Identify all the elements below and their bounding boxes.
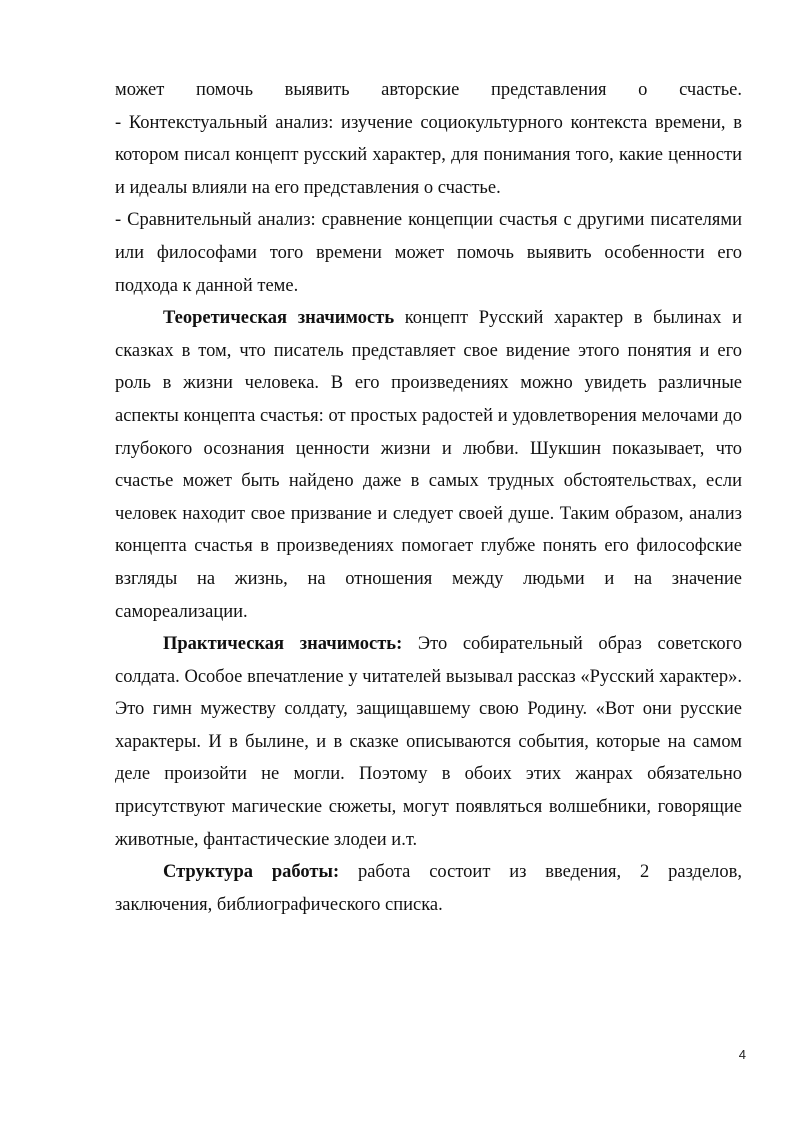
paragraph-comparative-analysis bbox=[115, 204, 742, 302]
paragraph-text: - Контекстуальный анализ: изучение социокультурного контекста времени, в котором писал концепт русский характер, для понимания того, какие ценности и идеалы влияли на его представления о счастье. bbox=[115, 112, 742, 198]
paragraph-text: может помочь выявить авторские представления о счастье. bbox=[115, 80, 742, 100]
paragraph-contextual-analysis bbox=[115, 107, 742, 205]
paragraph-text: концепт Русский характер в былинах и сказках в том, что писатель представляет свое видение этого понятия и его роль в жизни человека. В его произведениях можно увидеть различные аспекты концепта счастья: от простых радостей и удовлетворения мелочами до глубокого осознания ценности жизни и любви. Шукшин показывает, что счастье может быть найдено даже в самых трудных обстоятельствах, если человек находит свое призвание и следует своей душе. Таким образом, анализ концепта счастья в произведениях помогает глубже понять его философские взгляды на жизнь, на отношения между людьми и на значение самореализации. bbox=[115, 308, 742, 622]
paragraph-theoretical-significance bbox=[115, 302, 742, 628]
paragraph-text: - Сравнительный анализ: сравнение концепции счастья с другими писателями или философами того времени может помочь выявить особенности его подхода к данной теме. bbox=[115, 210, 742, 296]
paragraph-heading: Структура работы: bbox=[163, 862, 340, 883]
paragraph-heading: Практическая значимость: bbox=[163, 634, 403, 655]
paragraph-continuation bbox=[115, 74, 742, 107]
page-number: 4 bbox=[738, 1047, 746, 1062]
paragraph-heading: Теоретическая значимость bbox=[163, 308, 395, 329]
paragraph-work-structure bbox=[115, 856, 742, 921]
paragraph-text: Это собирательный образ советского солдата. Особое впечатление у читателей вызывал рассказ «Русский характер». Это гимн мужеству солдату, защищавшему свою Родину. «Вот они русские характеры. И в былине, и в сказке описываются события, которые на самом деле произойти не могли. Поэтому в обоих этих жанрах обязательно присутствуют магические сюжеты, могут появляться волшебники, говорящие животные, фантастические злодеи и.т. bbox=[115, 634, 742, 850]
body-text bbox=[115, 74, 742, 921]
paragraph-practical-significance bbox=[115, 628, 742, 856]
paragraph-text: работа состоит из введения, 2 разделов, заключения, библиографического списка. bbox=[115, 862, 743, 915]
